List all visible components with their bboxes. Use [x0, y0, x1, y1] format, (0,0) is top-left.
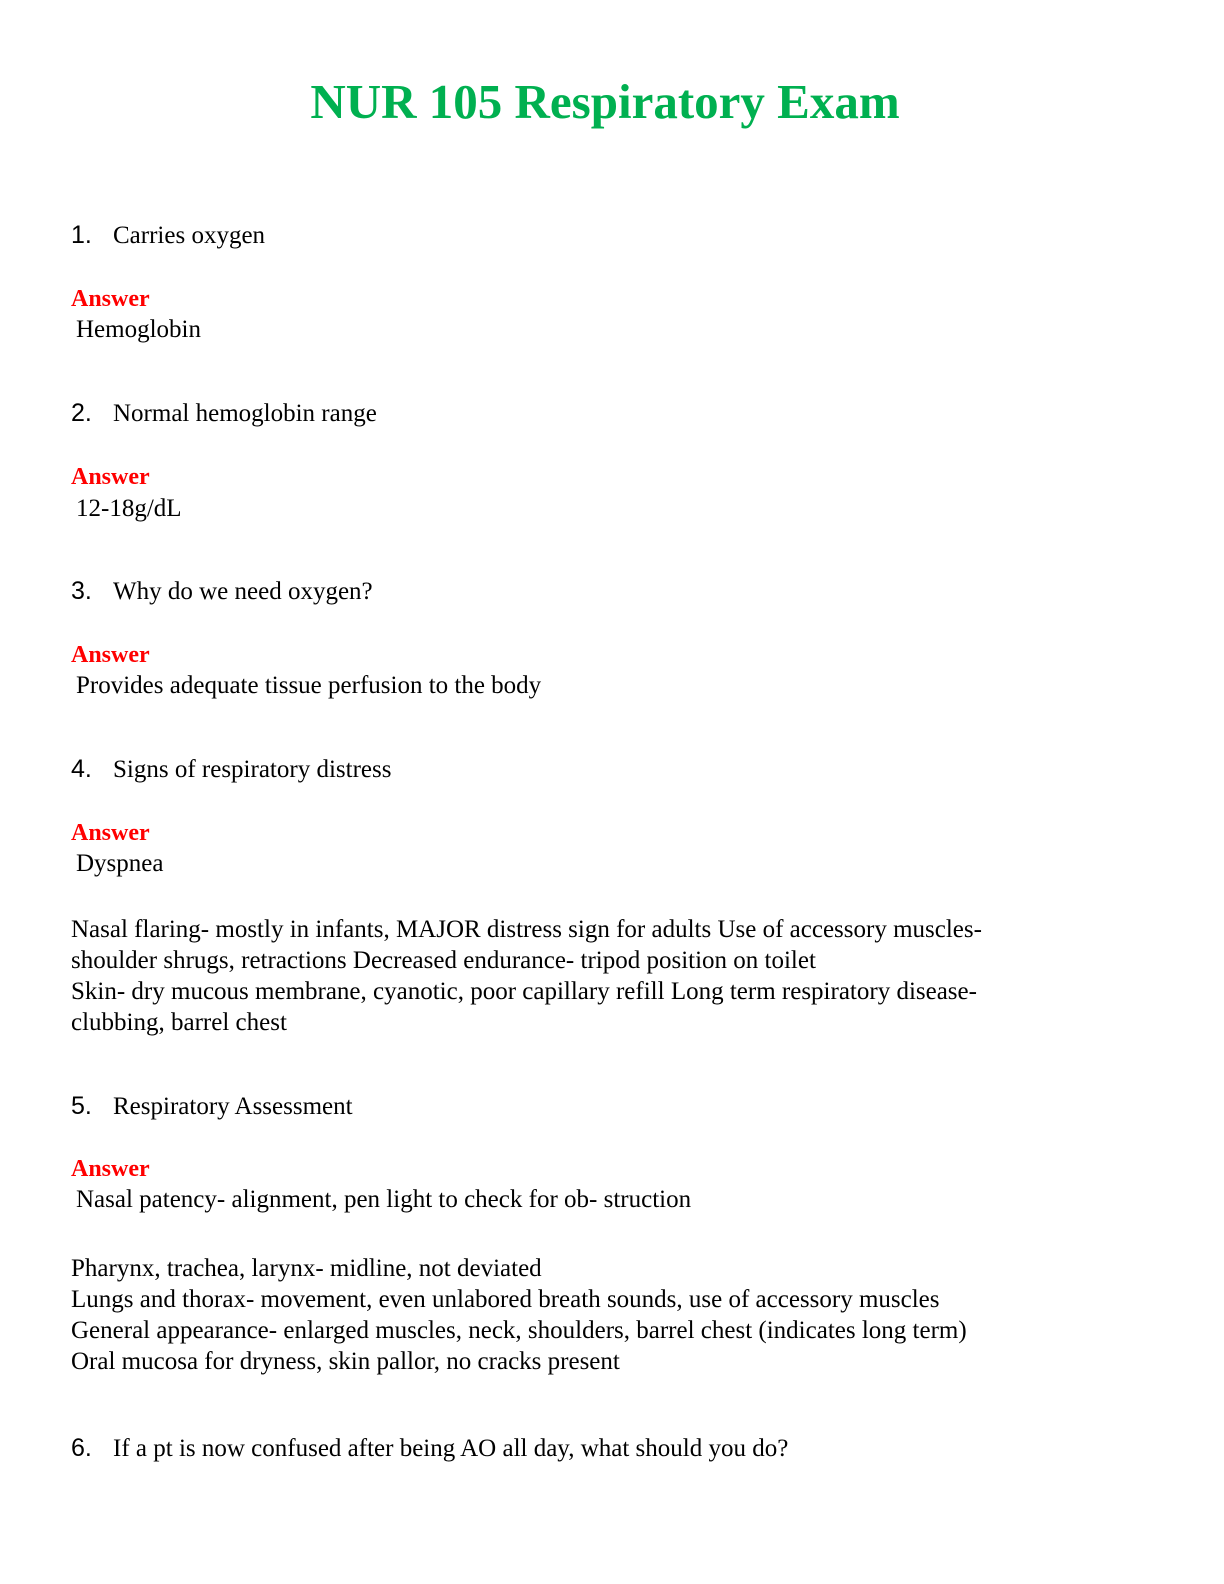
detail-line: General appearance- enlarged muscles, neck, shoulders, barrel chest (indicates long term) — [71, 1317, 967, 1344]
answer-text: Hemoglobin — [76, 316, 201, 343]
question-1 — [71, 219, 265, 252]
question-number: 2. — [71, 399, 92, 427]
answer-text: Nasal patency- alignment, pen light to check for ob- struction — [76, 1186, 692, 1213]
answer-label: Answer — [71, 642, 150, 668]
question-number: 6. — [71, 1434, 92, 1462]
question-text: Respiratory Assessment — [113, 1093, 353, 1120]
question-text: Carries oxygen — [113, 222, 266, 249]
question-number: 5. — [71, 1092, 92, 1120]
question-3 — [71, 575, 373, 608]
question-5 — [71, 1090, 353, 1123]
question-text: Signs of respiratory distress — [113, 756, 392, 783]
page-title: NUR 105 Respiratory Exam — [310, 74, 900, 129]
answer-text: Provides adequate tissue perfusion to the body — [76, 672, 542, 699]
question-number: 4. — [71, 755, 92, 783]
answer-label: Answer — [71, 820, 150, 846]
answer-text: 12-18g/dL — [76, 495, 182, 522]
detail-line: clubbing, barrel chest — [71, 1009, 287, 1036]
question-number: 1. — [71, 221, 92, 249]
question-text: Normal hemoglobin range — [113, 400, 377, 427]
detail-line: shoulder shrugs, retractions Decreased endurance- tripod position on toilet — [71, 947, 816, 974]
question-number: 3. — [71, 577, 92, 605]
detail-line: Nasal flaring- mostly in infants, MAJOR distress sign for adults Use of accessory muscles- — [71, 916, 982, 943]
answer-text: Dyspnea — [76, 850, 164, 877]
answer-details — [71, 914, 1081, 1038]
detail-line: Lungs and thorax- movement, even unlabored breath sounds, use of accessory muscles — [71, 1286, 940, 1313]
question-text: Why do we need oxygen? — [113, 578, 373, 605]
question-2 — [71, 397, 377, 430]
detail-line: Pharynx, trachea, larynx- midline, not deviated — [71, 1255, 542, 1282]
question-6 — [71, 1432, 788, 1465]
answer-label: Answer — [71, 286, 150, 312]
answer-label: Answer — [71, 1156, 150, 1182]
answer-label: Answer — [71, 464, 150, 490]
question-text: If a pt is now confused after being AO all day, what should you do? — [113, 1435, 789, 1462]
detail-line: Skin- dry mucous membrane, cyanotic, poor capillary refill Long term respiratory disease- — [71, 978, 977, 1005]
detail-line: Oral mucosa for dryness, skin pallor, no cracks present — [71, 1348, 620, 1375]
answer-details — [71, 1253, 1081, 1377]
question-4 — [71, 753, 391, 786]
